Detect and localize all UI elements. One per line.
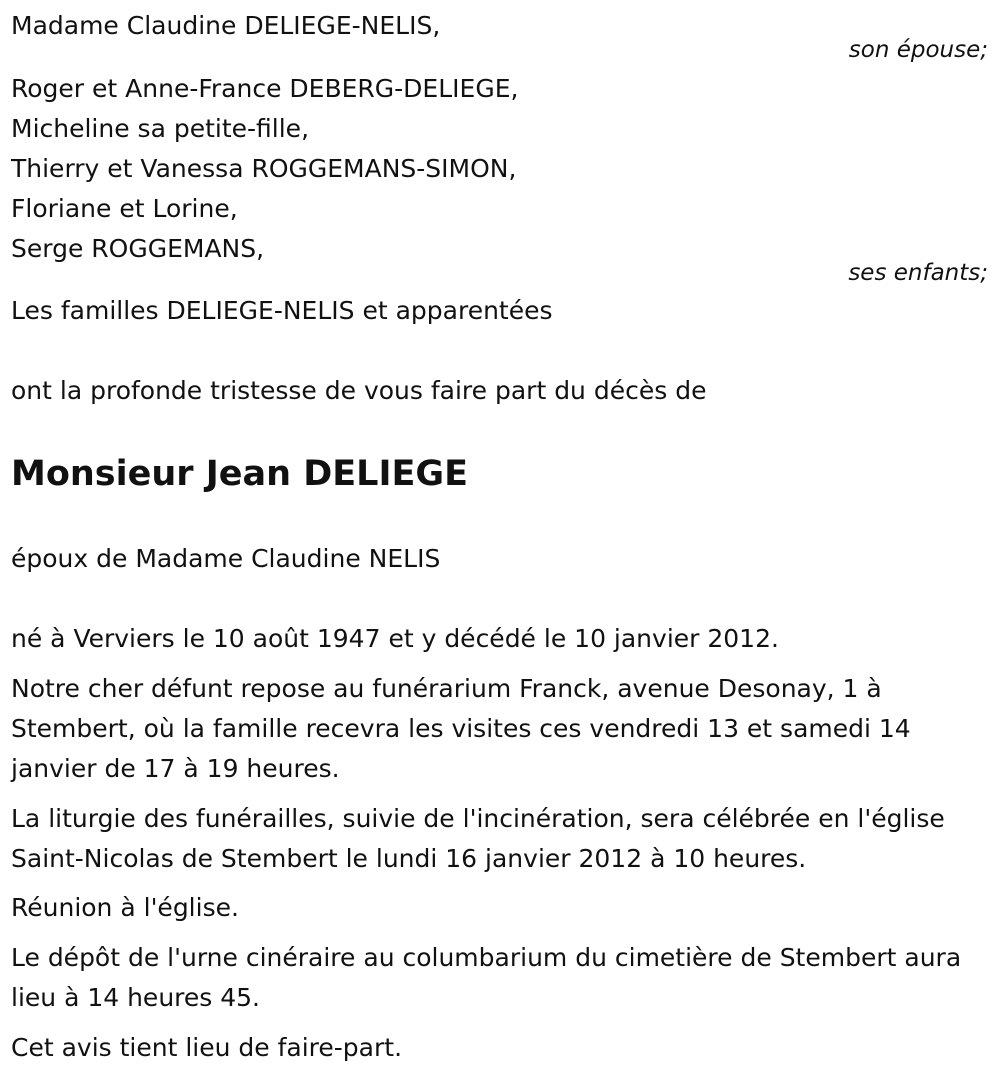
children-line-4: Floriane et Lorine, xyxy=(11,194,238,223)
children-line-2: Micheline sa petite-fille, xyxy=(11,114,310,143)
deceased-name: Monsieur Jean DELIEGE xyxy=(11,454,469,494)
families-line: Les familles DELIEGE-NELIS et apparentées xyxy=(11,296,553,325)
announcement-line: ont la profonde tristesse de vous faire part du décès de xyxy=(11,376,707,405)
visitation-paragraph: Notre cher défunt repose au funérarium Franck, avenue Desonay, 1 à Stembert, où la famille recevra les visites ces vendredi 13 et samedi 14 janvier de 17 à 19 heures. xyxy=(11,674,911,783)
children-line-1: Roger et Anne-France DEBERG-DELIEGE, xyxy=(11,74,519,103)
meeting-paragraph: Réunion à l'église. xyxy=(11,893,239,922)
children-relation: ses enfants; xyxy=(848,260,988,286)
spouse-of-line: époux de Madame Claudine NELIS xyxy=(11,544,441,573)
spouse-line: Madame Claudine DELIEGE-NELIS, xyxy=(11,11,441,40)
urn-paragraph: Le dépôt de l'urne cinéraire au columbarium du cimetière de Stembert aura lieu à 14 heures 45. xyxy=(11,943,962,1012)
birth-death-paragraph: né à Verviers le 10 août 1947 et y décédé le 10 janvier 2012. xyxy=(11,624,779,653)
funeral-paragraph: La liturgie des funérailles, suivie de l'incinération, sera célébrée en l'église Saint-Nicolas de Stembert le lundi 16 janvier 2012 à 10 heures. xyxy=(11,804,945,873)
children-line-3: Thierry et Vanessa ROGGEMANS-SIMON, xyxy=(11,154,517,183)
closing-paragraph: Cet avis tient lieu de faire-part. xyxy=(11,1033,403,1062)
children-line-5: Serge ROGGEMANS, xyxy=(11,234,265,263)
spouse-relation: son épouse; xyxy=(848,37,988,63)
